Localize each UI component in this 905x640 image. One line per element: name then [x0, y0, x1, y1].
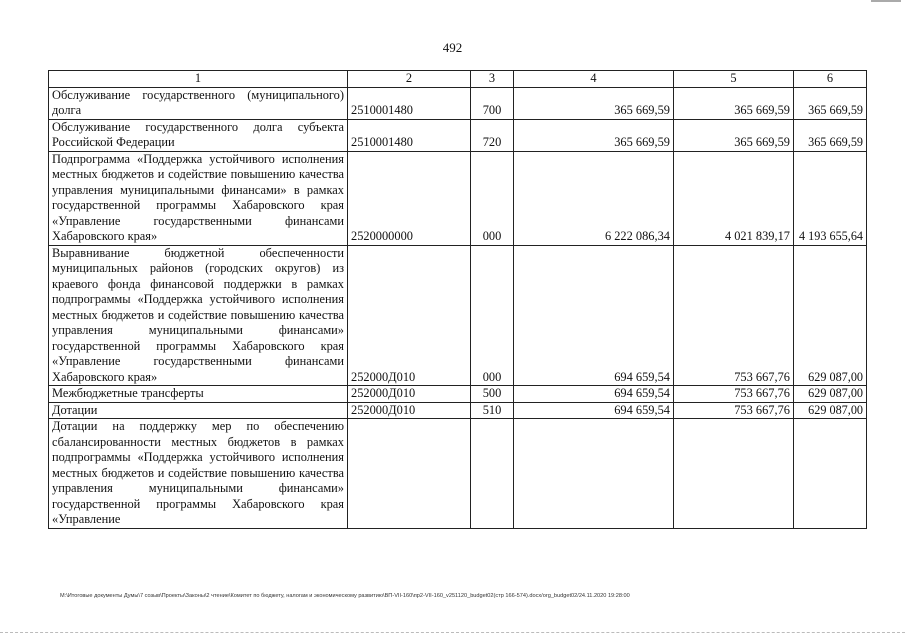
- row-name: Обслуживание государственного долга субъекта Российской Федерации: [49, 119, 348, 151]
- row-value-2023: 365 669,59: [794, 119, 867, 151]
- row-value-2022: 753 667,76: [674, 245, 794, 386]
- column-header-5: 5: [674, 71, 794, 88]
- row-value-2021: 6 222 086,34: [514, 151, 674, 245]
- row-code: 252000Д010: [348, 402, 471, 419]
- table-row: [49, 386, 867, 403]
- row-value-2023: 629 087,00: [794, 245, 867, 386]
- row-kind: 500: [471, 386, 514, 403]
- row-value-2021: [514, 419, 674, 529]
- column-header-1: 1: [49, 71, 348, 88]
- row-code: 252000Д010: [348, 245, 471, 386]
- row-kind: 000: [471, 151, 514, 245]
- row-kind: [471, 419, 514, 529]
- row-value-2023: 629 087,00: [794, 402, 867, 419]
- row-kind: 700: [471, 87, 514, 119]
- row-code: [348, 419, 471, 529]
- document-file-path: M:\Итоговые документы Думы\7 созыв\Проекты\Законы\2 чтение\Комитет по бюджету, налогам и экономическому развитию\ВП-VII-160\пр2-VII-160_v251120_budget02(стр 166-574).docx/org_budget02/24.11.2020 19:28:00: [60, 593, 630, 599]
- table-row: [49, 419, 867, 529]
- row-code: 2510001480: [348, 119, 471, 151]
- budget-table: [48, 70, 867, 529]
- row-value-2022: 4 021 839,17: [674, 151, 794, 245]
- row-kind: 720: [471, 119, 514, 151]
- row-value-2021: 694 659,54: [514, 245, 674, 386]
- scan-edge-line: [0, 632, 905, 634]
- row-value-2023: [794, 419, 867, 529]
- page-number: 492: [442, 40, 463, 55]
- row-value-2022: [674, 419, 794, 529]
- table-row: [49, 245, 867, 386]
- table-row: [49, 87, 867, 119]
- row-name: Дотации: [49, 402, 348, 419]
- row-value-2023: 629 087,00: [794, 386, 867, 403]
- row-kind: 000: [471, 245, 514, 386]
- table-row: [49, 151, 867, 245]
- table-row: [49, 402, 867, 419]
- row-value-2023: 365 669,59: [794, 87, 867, 119]
- row-kind: 510: [471, 402, 514, 419]
- row-code: 252000Д010: [348, 386, 471, 403]
- row-value-2021: 694 659,54: [514, 386, 674, 403]
- row-code: 2520000000: [348, 151, 471, 245]
- row-value-2022: 365 669,59: [674, 87, 794, 119]
- row-name: Обслуживание государственного (муниципального) долга: [49, 87, 348, 119]
- row-value-2022: 753 667,76: [674, 386, 794, 403]
- column-header-4: 4: [514, 71, 674, 88]
- table-header-row: [49, 71, 867, 88]
- row-value-2022: 753 667,76: [674, 402, 794, 419]
- column-header-3: 3: [471, 71, 514, 88]
- column-header-6: 6: [794, 71, 867, 88]
- row-name: Подпрограмма «Поддержка устойчивого исполнения местных бюджетов и содействие повышению качества управления муниципальными финансами» в рамках государственной программы Хабаровского края «Управление государственными финансами Хабаровского края»: [49, 151, 348, 245]
- row-value-2022: 365 669,59: [674, 119, 794, 151]
- column-header-2: 2: [348, 71, 471, 88]
- row-name: Межбюджетные трансферты: [49, 386, 348, 403]
- scan-edge-mark: [871, 0, 901, 2]
- row-name: Дотации на поддержку мер по обеспечению сбалансированности местных бюджетов в рамках подпрограммы «Поддержка устойчивого исполнения местных бюджетов и содействие повышению качества управления муниципальными финансами» государственной программы Хабаровского края «Управление: [49, 419, 348, 529]
- table-row: [49, 119, 867, 151]
- row-name: Выравнивание бюджетной обеспеченности муниципальных районов (городских округов) из краевого фонда финансовой поддержки в рамках подпрограммы «Поддержка устойчивого исполнения местных бюджетов и содействие повышению качества управления муниципальными финансами» государственной программы Хабаровского края «Управление государственными финансами Хабаровского края»: [49, 245, 348, 386]
- row-value-2021: 694 659,54: [514, 402, 674, 419]
- row-value-2021: 365 669,59: [514, 87, 674, 119]
- row-code: 2510001480: [348, 87, 471, 119]
- row-value-2021: 365 669,59: [514, 119, 674, 151]
- row-value-2023: 4 193 655,64: [794, 151, 867, 245]
